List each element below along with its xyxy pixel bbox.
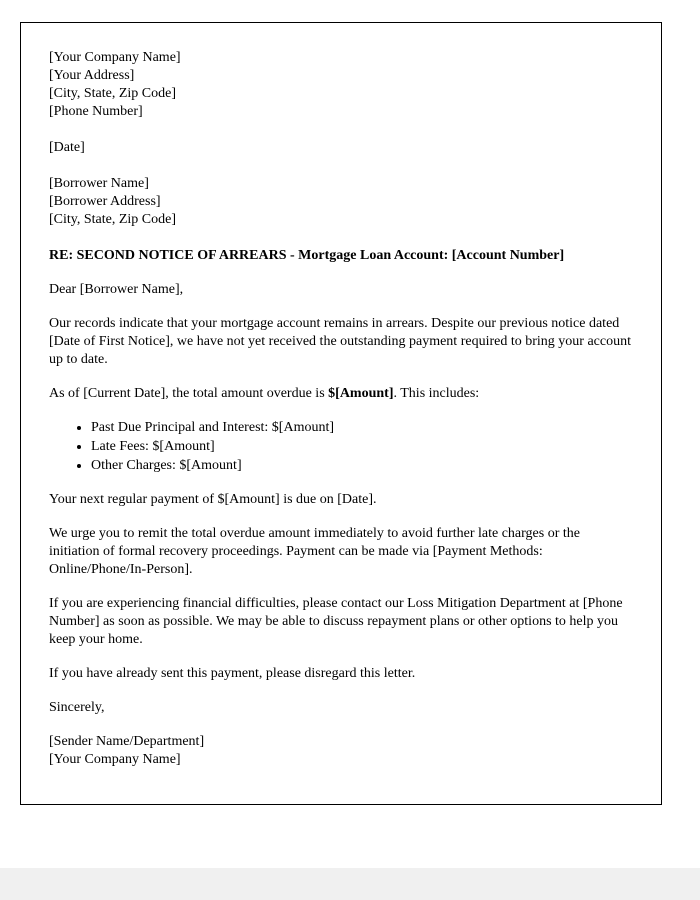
recipient-address-block <box>49 175 633 229</box>
page-bottom-edge <box>0 868 700 900</box>
signature-block <box>49 733 633 769</box>
list-item-other-charges: • Other Charges: $[Amount] <box>91 457 633 475</box>
date-line: [Date] <box>49 140 85 155</box>
charges-list <box>49 419 633 475</box>
sender-city-line: [City, State, Zip Code] <box>49 86 177 101</box>
paragraph-arrears-notice: Our records indicate that your mortgage account remains in arrears. Despite our previous notice dated [Date of First Notice], we have not yet received the outstanding payment required to bring your account up to date. <box>49 316 631 367</box>
sender-company-line: [Your Company Name] <box>49 50 181 65</box>
recipient-name-line: [Borrower Name] <box>49 176 149 191</box>
list-item-principal-interest: • Past Due Principal and Interest: $[Amount] <box>91 419 633 437</box>
letter-body <box>20 22 662 805</box>
overdue-text-after: . This includes: <box>393 386 480 401</box>
paragraph-hardship-contact: If you are experiencing financial difficulties, please contact our Loss Mitigation Department at [Phone Number] as soon as possible. We may be able to discuss repayment plans or other options to help you keep your home. <box>49 596 623 647</box>
closing-line: Sincerely, <box>49 700 105 715</box>
overdue-amount: $[Amount] <box>328 386 394 401</box>
recipient-city-line: [City, State, Zip Code] <box>49 212 177 227</box>
signature-company-line: [Your Company Name] <box>49 752 181 767</box>
paragraph-disregard: If you have already sent this payment, please disregard this letter. <box>49 666 416 681</box>
sender-address-block <box>49 49 633 121</box>
salutation: Dear [Borrower Name], <box>49 282 184 297</box>
date-block <box>49 139 633 157</box>
sender-address-line: [Your Address] <box>49 68 135 83</box>
sender-phone-line: [Phone Number] <box>49 104 143 119</box>
paragraph-total-overdue <box>49 385 633 403</box>
paragraph-next-payment: Your next regular payment of $[Amount] is due on [Date]. <box>49 492 377 507</box>
list-item-late-fees: • Late Fees: $[Amount] <box>91 438 633 456</box>
overdue-text-before: As of [Current Date], the total amount overdue is <box>49 386 329 401</box>
recipient-address-line: [Borrower Address] <box>49 194 161 209</box>
subject-line: RE: SECOND NOTICE OF ARREARS - Mortgage Loan Account: [Account Number] <box>49 248 565 263</box>
signature-sender-line: [Sender Name/Department] <box>49 734 205 749</box>
paragraph-urge-payment: We urge you to remit the total overdue amount immediately to avoid further late charges or the initiation of formal recovery proceedings. Payment can be made via [Payment Methods: Online/Phone/In-Person]. <box>49 526 580 577</box>
